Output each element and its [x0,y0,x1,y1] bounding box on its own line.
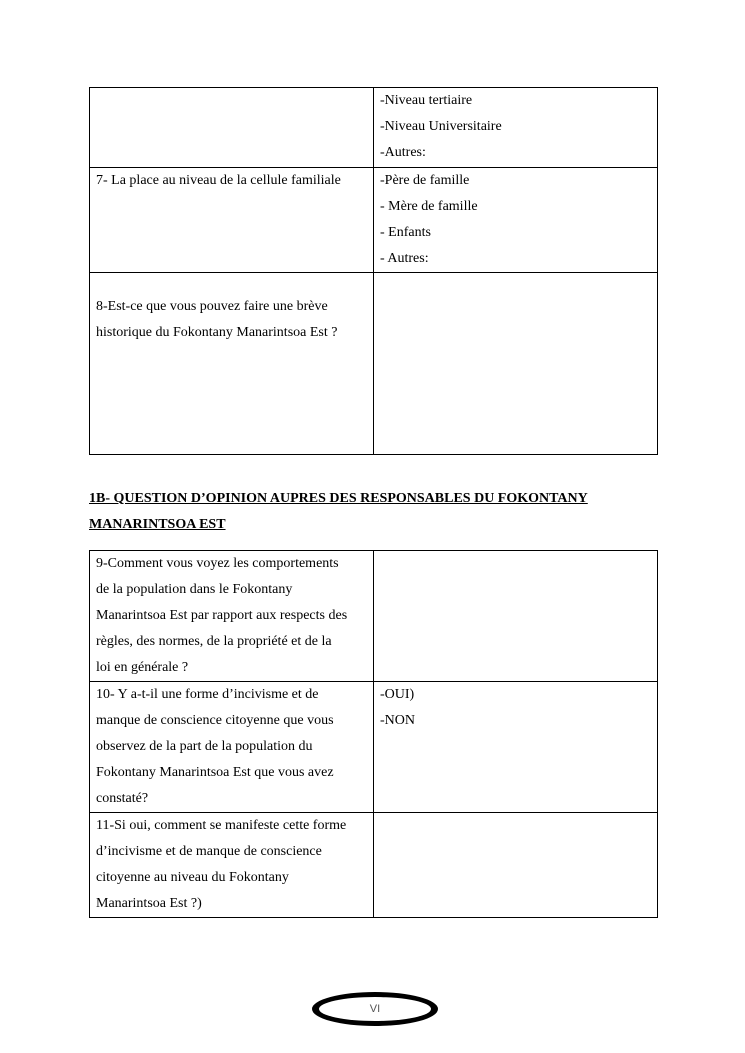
question-cell [90,168,374,273]
question-cell [90,273,374,455]
question-cell [90,88,374,168]
question-11: 11-Si oui, comment se manifeste cette forme [96,818,347,833]
table-row [90,682,658,813]
question-cell [90,813,374,918]
question-7: 7- La place au niveau de la cellule familiale [96,173,341,188]
questionnaire-table-2 [89,550,658,918]
section-title: 1B- QUESTION D’OPINION AUPRES DES RESPONSABLES DU FOKONTANY MANARINTSOA EST [89,491,588,532]
question-9: loi en générale ? [96,660,189,675]
table-row [90,551,658,682]
question-cell [90,551,374,682]
answer-cell [374,682,658,813]
answer-option: - Enfants [380,225,431,240]
page-number-badge [312,992,438,1026]
answer-option: -OUI) [380,687,415,702]
question-9: de la population dans le Fokontany [96,582,293,597]
question-9: Manarintsoa Est par rapport aux respects des [96,608,348,623]
answer-cell [374,813,658,918]
question-11: citoyenne au niveau du Fokontany [96,870,289,885]
question-11: Manarintsoa Est ?) [96,896,202,911]
answer-option: -Père de famille [380,173,470,188]
question-10: Fokontany Manarintsoa Est que vous avez [96,765,334,780]
table-row [90,168,658,273]
answer-option: -Niveau tertiaire [380,93,473,108]
answer-option: -Autres: [380,145,426,160]
question-9: 9-Comment vous voyez les comportements [96,556,339,571]
question-10: constaté? [96,791,149,806]
answer-option: - Autres: [380,251,429,266]
answer-option: - Mère de famille [380,199,478,214]
answer-cell [374,168,658,273]
question-9: règles, des normes, de la propriété et de la [96,634,332,649]
question-10: manque de conscience citoyenne que vous [96,713,334,728]
question-8: historique du Fokontany Manarintsoa Est ? [96,325,338,340]
question-10: observez de la part de la population du [96,739,313,754]
answer-option: -Niveau Universitaire [380,119,502,134]
table-row [90,813,658,918]
question-cell [90,682,374,813]
answer-cell [374,88,658,168]
answer-cell [374,551,658,682]
page-number: VI [319,997,431,1021]
question-11: d’incivisme et de manque de conscience [96,844,322,859]
question-8: 8-Est-ce que vous pouvez faire une brève [96,299,328,314]
answer-option: -NON [380,713,415,728]
answer-cell [374,273,658,455]
question-10: 10- Y a-t-il une forme d’incivisme et de [96,687,319,702]
questionnaire-table-1 [89,87,658,455]
table-row [90,88,658,168]
table-row [90,273,658,455]
